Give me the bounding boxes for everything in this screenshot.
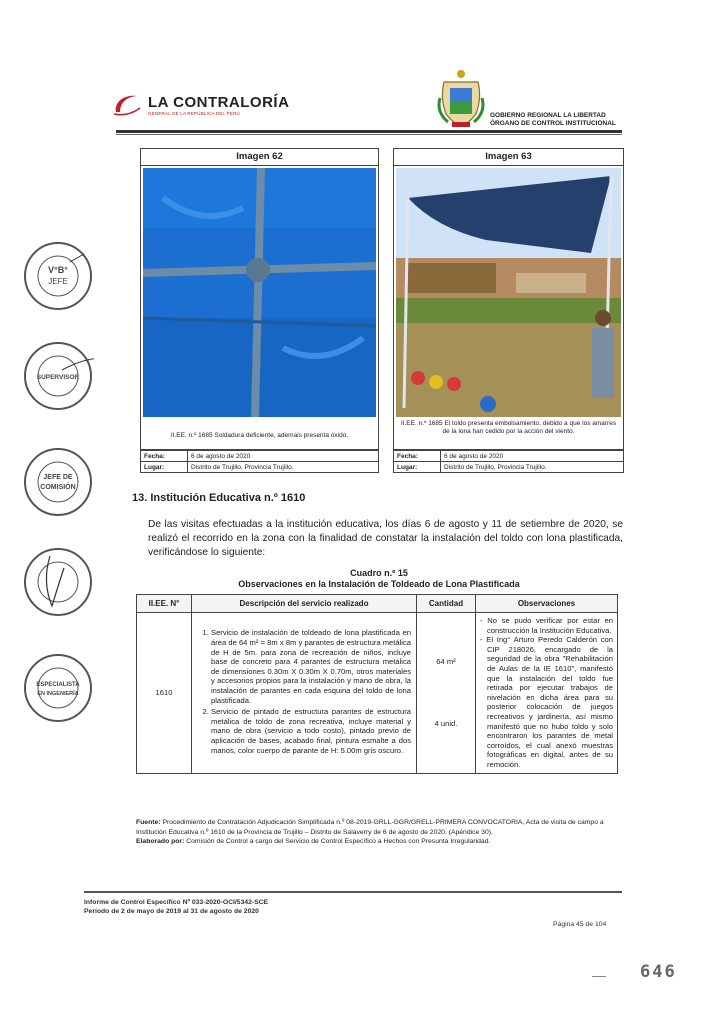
gov-line-2: ÓRGANO DE CONTROL INSTITUCIONAL	[490, 120, 616, 127]
cell-iiee: 1610	[137, 613, 192, 774]
image-62-title: Imagen 62	[141, 149, 378, 166]
elaborado-label: Elaborado por:	[136, 838, 185, 845]
image-62-lugar-label: Lugar:	[141, 462, 188, 473]
table-header-row	[137, 595, 618, 613]
fuente-text: Procedimiento de Contratación Adjudicación Simplificada n.º 08-2019-GRLL-GGR/GRELL-PRIMERA CONVOCATORIA, Acta de visita de campo a Institución Educativa n.º 1610 de la Provincia de Trujillo – Distrito de Salaverry de 6 de agosto de 2020. (Apéndice 30).	[136, 819, 604, 836]
cell-observaciones	[476, 613, 618, 774]
svg-text:JEFE DE: JEFE DE	[43, 474, 73, 481]
stamp-signature	[22, 546, 94, 618]
svg-text:COMISIÓN: COMISIÓN	[40, 484, 76, 491]
stamp-seal-icon	[22, 240, 94, 312]
quantity-2: 4 unid.	[434, 718, 458, 728]
cuadro-number: Cuadro n.º 15	[350, 568, 408, 578]
stamp-seal-icon	[22, 652, 94, 724]
section-heading: 13. Institución Educativa n.º 1610	[132, 492, 306, 504]
image-63-photo	[396, 168, 621, 417]
folio-dash	[592, 976, 606, 977]
image-63-fecha-label: Fecha:	[394, 451, 441, 462]
col-header-cantidad: Cantidad	[417, 595, 476, 613]
table-source	[136, 818, 622, 847]
table-row	[137, 613, 618, 774]
image-63-lugar-label: Lugar:	[394, 462, 441, 473]
section-paragraph: De las visitas efectuadas a la institución educativa, los días 6 de agosto y 11 de setiembre de 2020, se realizó el recorrido en la zona con la finalidad de constatar la instalación del toldo con lona plastificada, verificándose lo siguiente:	[148, 519, 623, 558]
gov-header-text	[490, 112, 616, 128]
svg-text:ESPECIALISTA: ESPECIALISTA	[36, 682, 80, 688]
folio-number: 646	[640, 962, 677, 982]
col-header-iiee: II.EE. N°	[137, 595, 192, 613]
image-63-title: Imagen 63	[394, 149, 623, 166]
col-header-observaciones: Observaciones	[476, 595, 618, 613]
stamp-seal-icon	[22, 546, 94, 618]
service-item-2: 2. Servicio de pintado de estructura parantes de estructura metálica de toldo de zona recreativa, incluye material y mano de obra (servicio a todo costo), pintado previo de aplicación de bases, acabado final, pintura esmalte a dos manos, color cuerpo de parante de H: 5.00m gris oscuro.	[211, 707, 411, 755]
image-62-caption: II.EE. n.º 1685 Soldadura deficiente, ademais presenta óxido.	[170, 432, 349, 439]
quantity-1: 64 m²	[436, 657, 456, 667]
canopy-yard-image	[396, 168, 621, 417]
image-62-fecha: 6 de agosto de 2020	[188, 451, 379, 462]
observation-2: - El Ing° Arturo Peredo Calderón con CIP 218026, encargado de la seguridad de la obra "Rehabilitación de Aulas de la IE 1610", manifestó que la instalación del toldo fue retirada por ejecutar trabajos de nivelación en dicha área para su posterior colocación de juegos recreativos y jardinería, así mismo manifestó que no hubo toldo y solo encontraron los parantes de metal corroídos, el cual anexó muestras fotográficas en digital, antes de su remoción.	[487, 635, 613, 769]
svg-text:JEFE: JEFE	[48, 277, 68, 286]
elaborado-line	[136, 837, 622, 847]
image-63-lugar: Distrito de Trujillo, Provincia Trujillo.	[441, 462, 624, 473]
image-63-fecha: 6 de agosto de 2020	[441, 451, 624, 462]
footer-report: Informe de Control Específico Nº 033-2020-OCI/5342-SCE	[84, 899, 269, 906]
source-line	[136, 818, 622, 837]
image-62-box	[140, 148, 379, 450]
footer-period: Período de 2 de mayo de 2019 al 31 de agosto de 2020	[84, 908, 259, 915]
cell-descripcion	[192, 613, 417, 774]
image-63-box	[393, 148, 624, 450]
stamp-especialista	[22, 652, 94, 724]
observation-1: - No se pudo verificar por estar en construcción la Institución Educativa.	[487, 616, 613, 635]
image-62-photo	[143, 168, 376, 417]
image-62-meta	[140, 450, 379, 473]
service-item-1: 1. Servicio de instalación de toldeado de lona plastificada en área de 64 m² = 8m x 8m y parantes de estructura metálica de H de 5m. para zona de recreación de niños, incluye base de concreto para 4 parantes de estructura metálica de dimensiones 0.30m X 0.30m X 0.70m, otros materiales y accesorios propios para la instalación y mano de obra, la instalación de parantes en cada esquina del toldo de lona plastificada.	[211, 628, 411, 705]
svg-text:EN INGENIERÍA: EN INGENIERÍA	[37, 691, 79, 697]
fuente-label: Fuente:	[136, 819, 161, 826]
image-63-meta	[393, 450, 624, 473]
contraloria-logo	[112, 90, 290, 122]
stamp-seal-icon	[22, 340, 94, 412]
image-62-lugar: Distrito de Trujillo, Provincia Trujillo.	[188, 462, 379, 473]
cuadro-title	[134, 568, 624, 590]
stamp-supervisor	[22, 340, 94, 412]
image-62-fecha-label: Fecha:	[141, 451, 188, 462]
footer-rule	[84, 891, 622, 893]
gov-line-1: GOBIERNO REGIONAL LA LIBERTAD	[490, 112, 606, 119]
svg-text:SUPERVISOR: SUPERVISOR	[36, 374, 80, 381]
logo-title: LA CONTRALORÍA	[148, 94, 290, 111]
regional-shield-icon	[436, 68, 486, 130]
cell-cantidad	[417, 613, 476, 774]
header-rule	[116, 130, 622, 133]
stamp-vb-jefe	[22, 240, 94, 312]
logo-subtitle: GENERAL DE LA REPÚBLICA DEL PERÚ	[148, 111, 240, 116]
footer-info	[84, 898, 268, 916]
col-header-descripcion: Descripción del servicio realizado	[192, 595, 417, 613]
contraloria-swoosh-icon	[112, 92, 142, 118]
stamp-jefe-comision	[22, 446, 94, 518]
cuadro-caption: Observaciones en la Instalación de Toldeado de Lona Plastificada	[238, 579, 520, 589]
image-63-caption: II.EE. n.º 1685 El toldo presenta embolsamiento, debido a que los amarres de la lona han cedido por la acción del viento.	[400, 420, 617, 435]
stamp-seal-icon	[22, 446, 94, 518]
tarp-closeup-image	[143, 168, 376, 417]
elaborado-text: Comisión de Control a cargo del Servicio de Control Específico a Hechos con Presunta Irregularidad.	[186, 838, 491, 845]
header-rule-thin	[116, 134, 622, 135]
svg-text:V°B°: V°B°	[48, 265, 68, 275]
page-number: Página 45 de 104	[553, 921, 607, 928]
observations-table	[136, 594, 618, 774]
